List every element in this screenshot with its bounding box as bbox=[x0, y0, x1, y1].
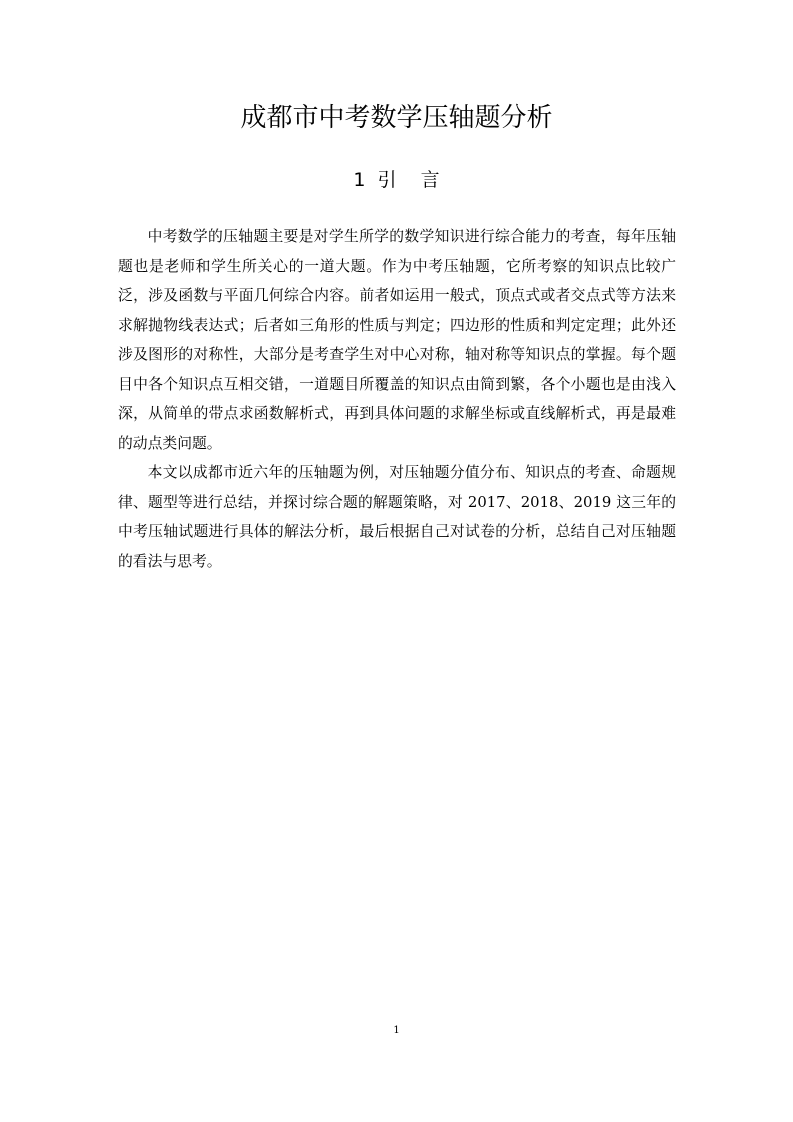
section-heading: 1 引 言 bbox=[353, 169, 440, 191]
paragraph: 本文以成都市近六年的压轴题为例，对压轴题分值分布、知识点的考查、命题规律、题型等进行总结，并探讨综合题的解题策略，对 2017、2018、2019 这三年的中考压轴试题进行具体的解法分析，最后根据自己对试卷的分析，总结自己对压轴题的看法与思考。 bbox=[118, 464, 676, 570]
page-number: 1 bbox=[393, 1025, 400, 1036]
paragraph: 中考数学的压轴题主要是对学生所学的数学知识进行综合能力的考查，每年压轴题也是老师和学生所关心的一道大题。作为中考压轴题，它所考察的知识点比较广泛，涉及函数与平面几何综合内容。前者如运用一般式，顶点式或者交点式等方法来求解抛物线表达式；后者如三角形的性质与判定；四边形的性质和判定定理；此外还涉及图形的对称性，大部分是考查学生对中心对称，轴对称等知识点的掌握。每个题目中各个知识点互相交错，一道题目所覆盖的知识点由简到繁，各个小题也是由浅入深，从简单的带点求函数解析式，再到具体问题的求解坐标或直线解析式，再是最难的动点类问题。 bbox=[118, 228, 676, 452]
body-text bbox=[118, 222, 676, 576]
document-title: 成都市中考数学压轴题分析 bbox=[240, 103, 553, 133]
